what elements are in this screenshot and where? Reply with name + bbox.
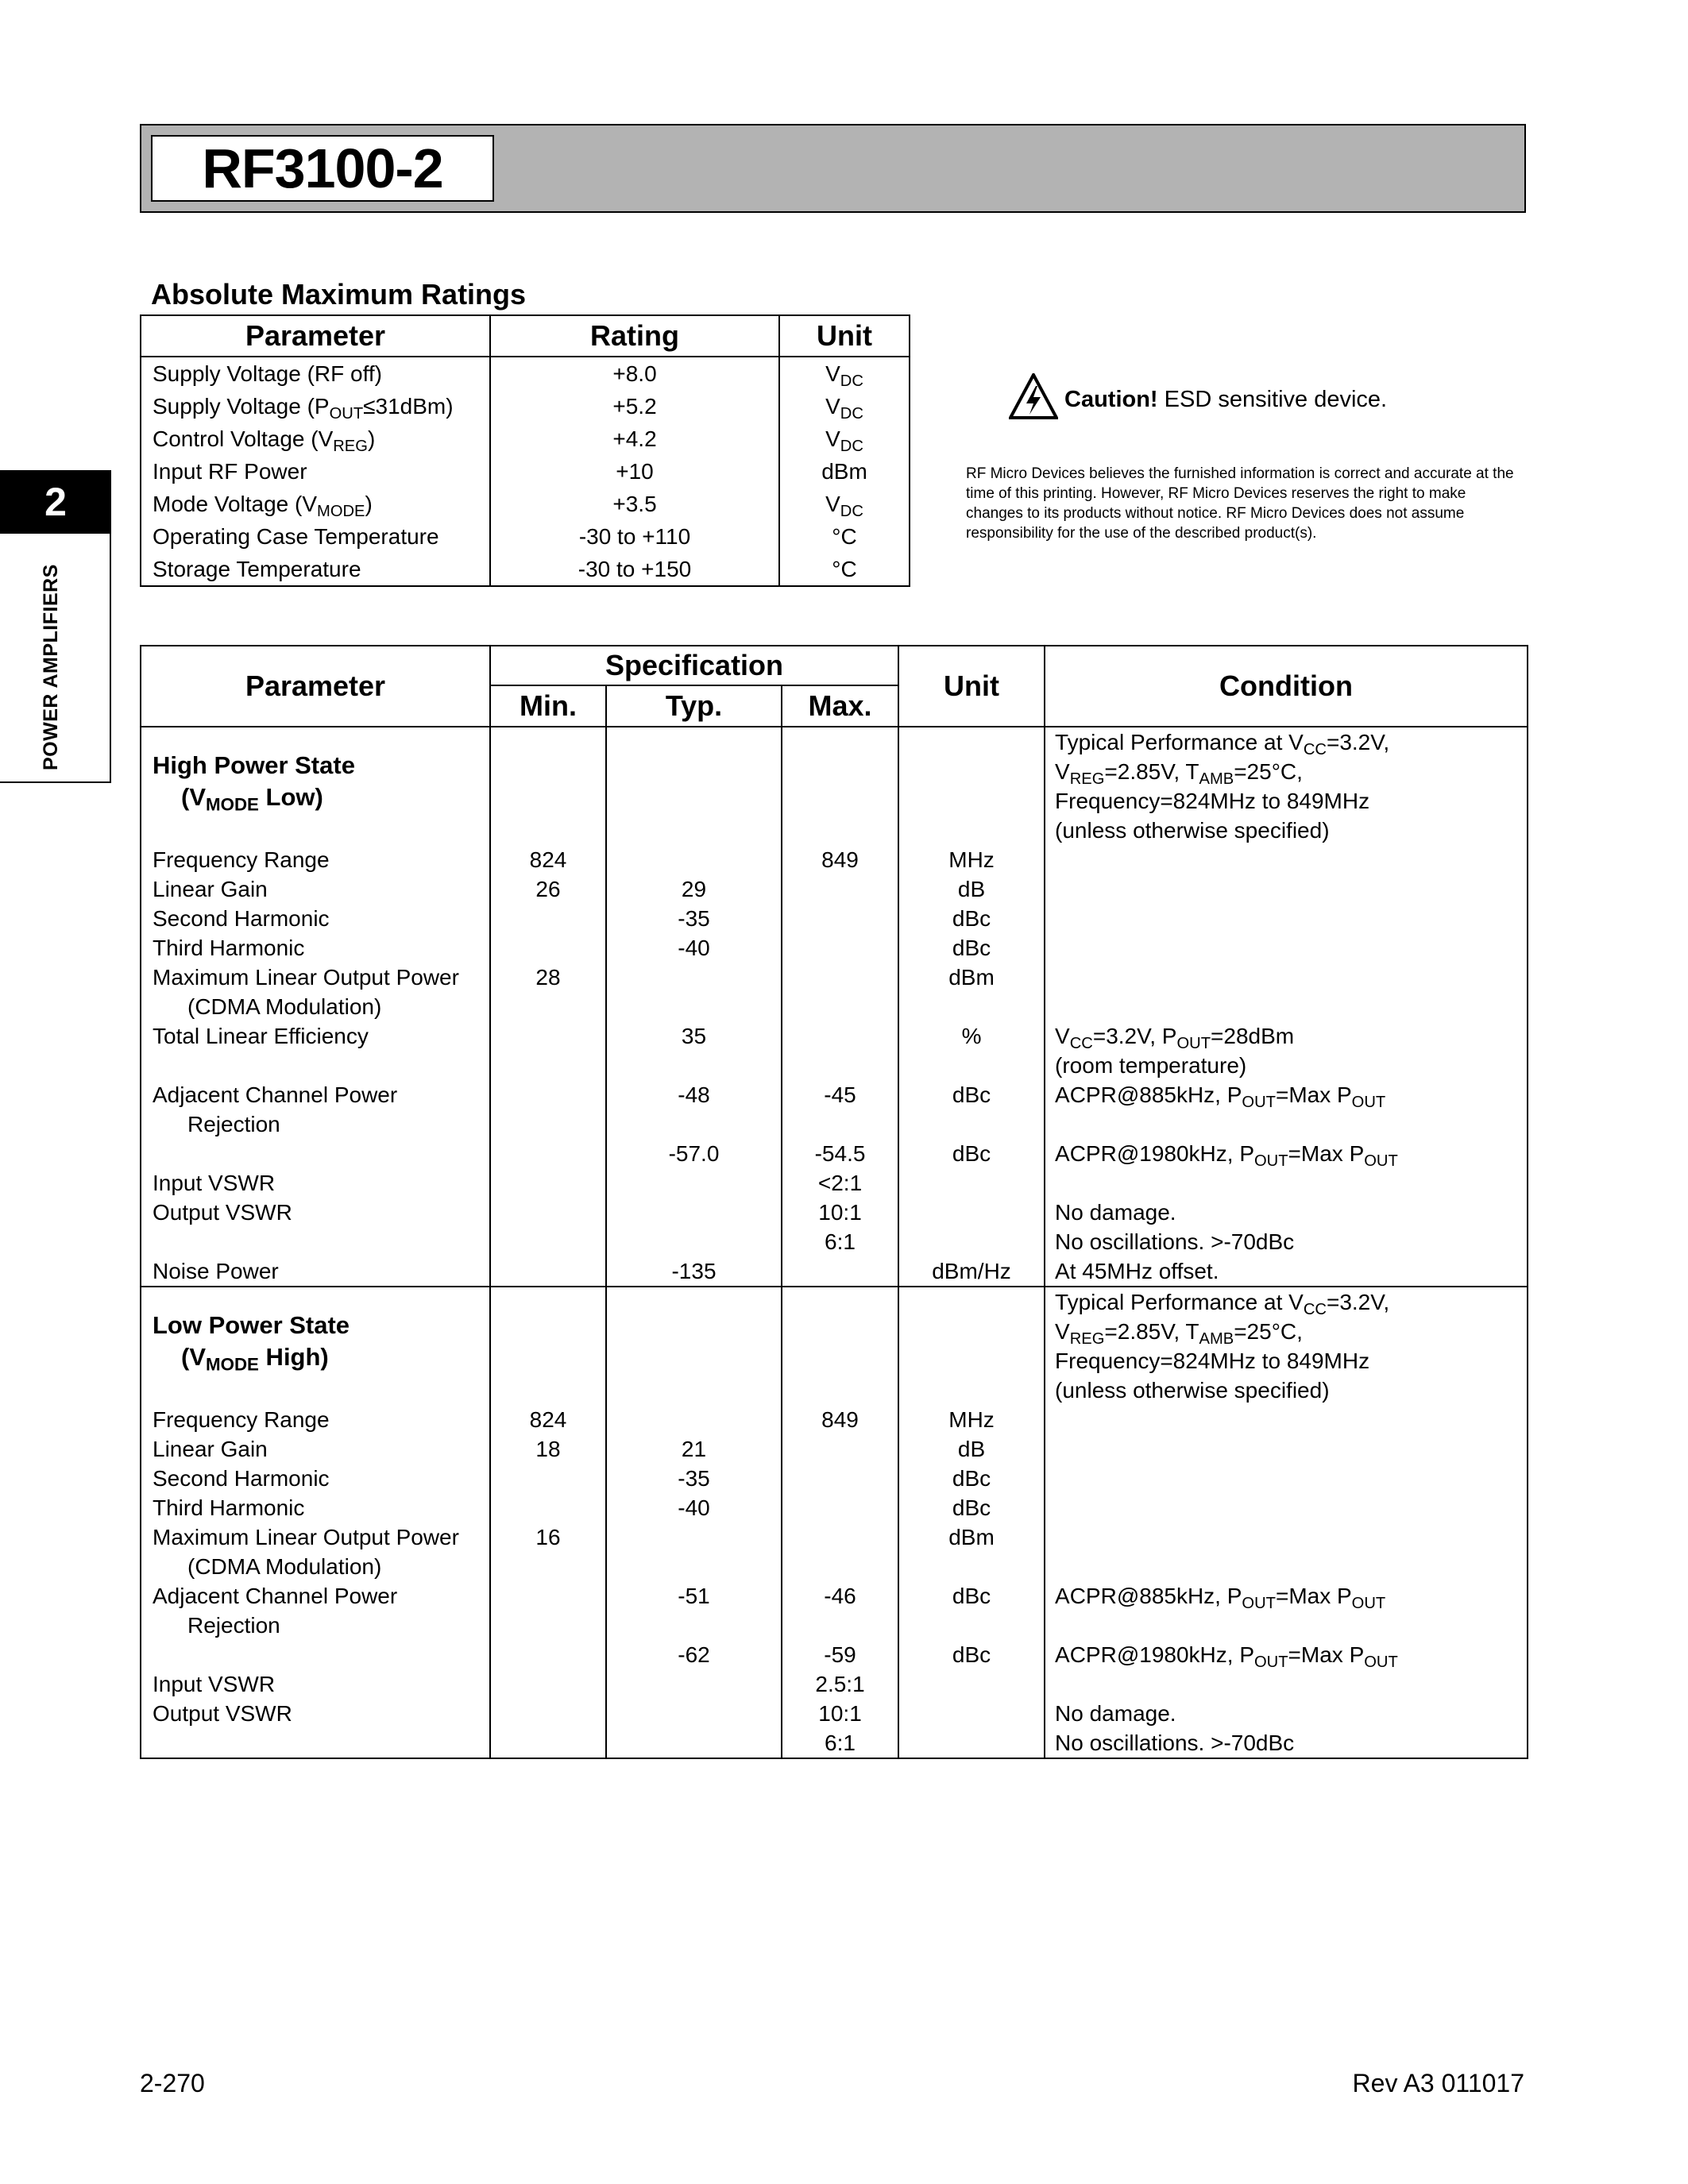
min-cell: 824: [490, 1405, 606, 1434]
disclaimer-text: RF Micro Devices believes the furnished information is correct and accurate at the time of this printing. However, RF Micro Devices reserves the right to make changes to its products without notice. RF Micro Devices does not assume responsibility for the use of the described product(s).: [966, 465, 1514, 542]
condition-cell: ACPR@885kHz, $P_{OUT}=Max$ $P_{OUT}$: [1045, 1080, 1528, 1139]
typ-cell: -35: [606, 1464, 782, 1493]
param-cell: Operating Case Temperature: [141, 520, 490, 553]
condition-cell: No damage.: [1045, 1198, 1528, 1227]
rating-cell: +5.2: [490, 390, 779, 423]
typ-cell: [606, 1198, 782, 1227]
param-cell: Control Voltage $(V_{REG})$: [141, 423, 490, 455]
table-row: [141, 1522, 1528, 1581]
max-cell: 849: [782, 845, 898, 874]
unit-cell: $V_{DC}$: [779, 488, 910, 520]
table-row: [141, 1434, 1528, 1464]
unit-cell: $V_{DC}$: [779, 390, 910, 423]
spec-header-condition: Condition: [1045, 646, 1528, 727]
param-cell: Adjacent Channel Power Rejection: [141, 1581, 490, 1640]
typ-cell: [606, 1522, 782, 1581]
param-cell: [141, 1728, 490, 1758]
max-cell: [782, 1021, 898, 1080]
condition-cell: Typical Performance at $V_{CC}=3.2V$, $V_{REG}=2.85V$, $T_{AMB}=25^\circ C$, Frequency=824MHz to 849MHz (unless otherwise specified): [1045, 727, 1528, 845]
max-cell: [782, 874, 898, 904]
unit-cell: dBm: [779, 455, 910, 488]
spec-header-parameter: Parameter: [141, 646, 490, 727]
typ-cell: [606, 1405, 782, 1434]
unit-cell: dBm/Hz: [898, 1256, 1045, 1287]
min-cell: 18: [490, 1434, 606, 1464]
condition-cell: [1045, 904, 1528, 933]
min-cell: [490, 904, 606, 933]
min-cell: [490, 1139, 606, 1168]
spec-header-typ: Typ.: [606, 685, 782, 727]
typ-cell: [606, 1699, 782, 1728]
max-cell: [782, 1522, 898, 1581]
typ-cell: [606, 963, 782, 1021]
param-cell: Input VSWR: [141, 1669, 490, 1699]
specification-table: [140, 645, 1528, 1759]
table-row: [141, 1699, 1528, 1728]
unit-cell: dBm: [898, 963, 1045, 1021]
table-row: [141, 963, 1528, 1021]
min-cell: [490, 1168, 606, 1198]
min-cell: [490, 1080, 606, 1139]
table-row: [141, 1581, 1528, 1640]
max-cell: [782, 1434, 898, 1464]
revision-label: Rev A3 011017: [1352, 2069, 1524, 2097]
condition-cell: $V_{CC}=3.2V$, $P_{OUT}=28dBm$ (room temperature): [1045, 1021, 1528, 1080]
table-row: [141, 423, 910, 455]
param-cell: Linear Gain: [141, 874, 490, 904]
table-row: [141, 1287, 1528, 1405]
max-cell: 6:1: [782, 1227, 898, 1256]
typ-cell: -57.0: [606, 1139, 782, 1168]
unit-cell: $V_{DC}$: [779, 357, 910, 390]
table-row: [141, 1198, 1528, 1227]
esd-caution: [1009, 373, 1387, 426]
typ-cell: -40: [606, 1493, 782, 1522]
typ-cell: [606, 1669, 782, 1699]
table-row: [141, 390, 910, 423]
max-cell: 6:1: [782, 1728, 898, 1758]
param-cell: Frequency Range: [141, 1405, 490, 1434]
amr-header-row: [141, 315, 910, 357]
param-cell: Frequency Range: [141, 845, 490, 874]
min-cell: [490, 1669, 606, 1699]
amr-header-rating: Rating: [490, 315, 779, 357]
table-row: [141, 1227, 1528, 1256]
param-cell: Third Harmonic: [141, 933, 490, 963]
table-row: [141, 357, 910, 390]
param-cell: Total Linear Efficiency: [141, 1021, 490, 1080]
table-row: [141, 1493, 1528, 1522]
unit-cell: dBc: [898, 1080, 1045, 1139]
esd-warning-icon: [1009, 373, 1058, 426]
table-row: [141, 727, 1528, 845]
spec-header-min: Min.: [490, 685, 606, 727]
param-cell: [141, 1227, 490, 1256]
min-cell: [490, 1227, 606, 1256]
typ-cell: -40: [606, 933, 782, 963]
unit-cell: [898, 1198, 1045, 1227]
condition-cell: [1045, 1168, 1528, 1198]
section-number-tab: 2: [0, 470, 111, 534]
unit-cell: dBc: [898, 1640, 1045, 1669]
typ-cell: -135: [606, 1256, 782, 1287]
max-cell: 10:1: [782, 1198, 898, 1227]
min-cell: [490, 1493, 606, 1522]
typ-cell: [606, 1227, 782, 1256]
param-cell: Second Harmonic: [141, 1464, 490, 1493]
max-cell: [782, 1256, 898, 1287]
condition-cell: [1045, 1434, 1528, 1464]
min-cell: 16: [490, 1522, 606, 1581]
table-row: [141, 553, 910, 586]
min-cell: [490, 1699, 606, 1728]
condition-cell: No oscillations. >-70dBc: [1045, 1728, 1528, 1758]
rating-cell: -30 to +110: [490, 520, 779, 553]
table-row: [141, 1021, 1528, 1080]
rating-cell: +8.0: [490, 357, 779, 390]
param-cell: Output VSWR: [141, 1198, 490, 1227]
unit-cell: °C: [779, 553, 910, 586]
unit-cell: MHz: [898, 845, 1045, 874]
typ-cell: -51: [606, 1581, 782, 1640]
spec-header-unit: Unit: [898, 646, 1045, 727]
unit-cell: [898, 1728, 1045, 1758]
unit-cell: [898, 1699, 1045, 1728]
min-cell: 824: [490, 845, 606, 874]
typ-cell: 21: [606, 1434, 782, 1464]
max-cell: 10:1: [782, 1699, 898, 1728]
param-cell: Maximum Linear Output Power (CDMA Modulation): [141, 963, 490, 1021]
unit-cell: dBc: [898, 1581, 1045, 1640]
rating-cell: +4.2: [490, 423, 779, 455]
max-cell: 849: [782, 1405, 898, 1434]
table-row: [141, 874, 1528, 904]
unit-cell: dBc: [898, 1493, 1045, 1522]
unit-cell: dBc: [898, 1139, 1045, 1168]
section-label: POWER AMPLIFIERS: [40, 564, 62, 770]
table-row: [141, 1640, 1528, 1669]
part-number-title: RF3100-2: [151, 135, 494, 202]
condition-cell: [1045, 845, 1528, 874]
min-cell: [490, 1640, 606, 1669]
max-cell: -46: [782, 1581, 898, 1640]
param-cell: Second Harmonic: [141, 904, 490, 933]
param-cell: Supply Voltage $(P_{OUT}\le 31dBm)$: [141, 390, 490, 423]
condition-cell: [1045, 1464, 1528, 1493]
caution-label: Caution!: [1064, 386, 1158, 412]
table-row: [141, 845, 1528, 874]
rating-cell: -30 to +150: [490, 553, 779, 586]
unit-cell: [898, 1227, 1045, 1256]
condition-cell: [1045, 1522, 1528, 1581]
max-cell: [782, 1464, 898, 1493]
condition-cell: [1045, 933, 1528, 963]
table-row: [141, 455, 910, 488]
condition-cell: No damage.: [1045, 1699, 1528, 1728]
condition-cell: ACPR@1980kHz, $P_{OUT}=Max$ $P_{OUT}$: [1045, 1640, 1528, 1669]
table-row: [141, 1256, 1528, 1287]
caution-text: ESD sensitive device.: [1164, 386, 1388, 412]
table-row: [141, 1080, 1528, 1139]
table-row: [141, 1139, 1528, 1168]
condition-cell: ACPR@885kHz, $P_{OUT}=Max$ $P_{OUT}$: [1045, 1581, 1528, 1640]
max-cell: [782, 1493, 898, 1522]
param-cell: Adjacent Channel Power Rejection: [141, 1080, 490, 1139]
rating-cell: +3.5: [490, 488, 779, 520]
param-cell: [141, 1640, 490, 1669]
condition-cell: [1045, 1669, 1528, 1699]
typ-cell: 29: [606, 874, 782, 904]
table-row: [141, 904, 1528, 933]
section-title-high: High Power State ($V_{MODE}$ Low): [141, 727, 490, 845]
unit-cell: dBc: [898, 1464, 1045, 1493]
min-cell: [490, 1581, 606, 1640]
max-cell: [782, 963, 898, 1021]
condition-cell: ACPR@1980kHz, $P_{OUT}=Max$ $P_{OUT}$: [1045, 1139, 1528, 1168]
max-cell: -45: [782, 1080, 898, 1139]
table-row: [141, 1669, 1528, 1699]
param-cell: Maximum Linear Output Power (CDMA Modulation): [141, 1522, 490, 1581]
typ-cell: -48: [606, 1080, 782, 1139]
table-row: [141, 1464, 1528, 1493]
condition-cell: At 45MHz offset.: [1045, 1256, 1528, 1287]
min-cell: [490, 1256, 606, 1287]
unit-cell: $V_{DC}$: [779, 423, 910, 455]
max-cell: -59: [782, 1640, 898, 1669]
table-row: [141, 1405, 1528, 1434]
max-cell: [782, 904, 898, 933]
min-cell: [490, 1021, 606, 1080]
min-cell: [490, 1464, 606, 1493]
condition-cell: [1045, 963, 1528, 1021]
max-cell: -54.5: [782, 1139, 898, 1168]
condition-cell: [1045, 874, 1528, 904]
unit-cell: [898, 1168, 1045, 1198]
unit-cell: dB: [898, 874, 1045, 904]
amr-table: [140, 314, 910, 587]
amr-header-parameter: Parameter: [141, 315, 490, 357]
param-cell: Input RF Power: [141, 455, 490, 488]
min-cell: 26: [490, 874, 606, 904]
param-cell: Storage Temperature: [141, 553, 490, 586]
param-cell: Linear Gain: [141, 1434, 490, 1464]
page-number: 2-270: [140, 2069, 205, 2097]
condition-cell: [1045, 1405, 1528, 1434]
typ-cell: -62: [606, 1640, 782, 1669]
table-row: [141, 520, 910, 553]
unit-cell: [898, 1669, 1045, 1699]
section-title-low: Low Power State ($V_{MODE}$ High): [141, 1287, 490, 1405]
table-row: [141, 1728, 1528, 1758]
condition-cell: [1045, 1493, 1528, 1522]
unit-cell: MHz: [898, 1405, 1045, 1434]
typ-cell: -35: [606, 904, 782, 933]
unit-cell: °C: [779, 520, 910, 553]
min-cell: 28: [490, 963, 606, 1021]
unit-cell: dB: [898, 1434, 1045, 1464]
table-row: [141, 1168, 1528, 1198]
table-row: [141, 488, 910, 520]
typ-cell: [606, 1728, 782, 1758]
unit-cell: dBc: [898, 933, 1045, 963]
unit-cell: dBc: [898, 904, 1045, 933]
param-cell: Output VSWR: [141, 1699, 490, 1728]
max-cell: [782, 933, 898, 963]
typ-cell: 35: [606, 1021, 782, 1080]
spec-header-specification: Specification: [490, 646, 898, 685]
param-cell: Supply Voltage (RF off): [141, 357, 490, 390]
typ-cell: [606, 845, 782, 874]
min-cell: [490, 1198, 606, 1227]
param-cell: Input VSWR: [141, 1168, 490, 1198]
spec-header-max: Max.: [782, 685, 898, 727]
condition-cell: No oscillations. >-70dBc: [1045, 1227, 1528, 1256]
condition-cell: Typical Performance at $V_{CC}=3.2V$, $V_{REG}=2.85V$, $T_{AMB}=25^\circ C$, Frequency=824MHz to 849MHz (unless otherwise specified): [1045, 1287, 1528, 1405]
typ-cell: [606, 1168, 782, 1198]
unit-cell: dBm: [898, 1522, 1045, 1581]
spec-header-row: [141, 646, 1528, 685]
param-cell: Mode Voltage $(V_{MODE})$: [141, 488, 490, 520]
amr-title: Absolute Maximum Ratings: [151, 278, 527, 311]
max-cell: 2.5:1: [782, 1669, 898, 1699]
param-cell: [141, 1139, 490, 1168]
unit-cell: %: [898, 1021, 1045, 1080]
max-cell: <2:1: [782, 1168, 898, 1198]
table-row: [141, 933, 1528, 963]
rating-cell: +10: [490, 455, 779, 488]
min-cell: [490, 1728, 606, 1758]
param-cell: Noise Power: [141, 1256, 490, 1287]
amr-header-unit: Unit: [779, 315, 910, 357]
param-cell: Third Harmonic: [141, 1493, 490, 1522]
min-cell: [490, 933, 606, 963]
